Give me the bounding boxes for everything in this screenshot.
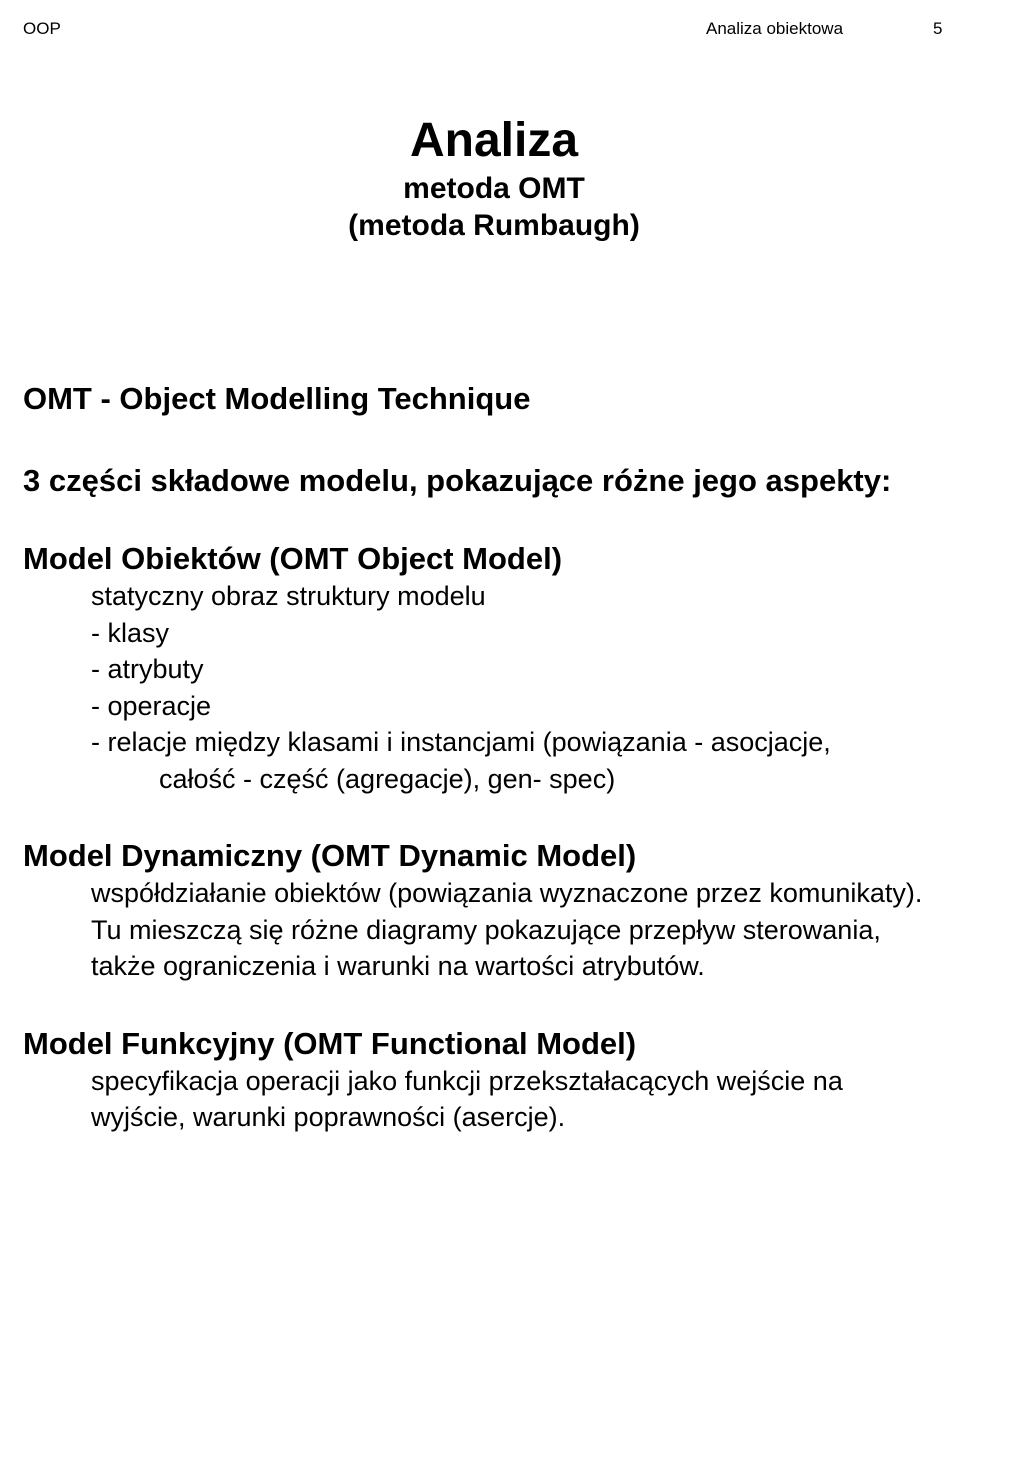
dynamic-model-line: współdziałanie obiektów (powiązania wyznaczone przez komunikaty). <box>91 878 923 908</box>
object-model-heading: Model Obiektów (OMT Object Model) <box>23 541 563 576</box>
page-subtitle-author: (metoda Rumbaugh) <box>348 209 640 242</box>
object-model-line: - klasy <box>91 617 170 648</box>
object-model-line: - relacje między klasami i instancjami (powiązania - asocjacje, <box>91 727 831 757</box>
page-subtitle-method: metoda OMT <box>403 172 585 205</box>
header-topic: Analiza obiektowa <box>706 19 844 38</box>
functional-model-heading: Model Funkcyjny (OMT Functional Model) <box>23 1025 637 1061</box>
page-number: 5 <box>933 19 943 38</box>
dynamic-model-section <box>23 837 1023 985</box>
functional-model-line: specyfikacja operacji jako funkcji przekształacących wejście na <box>91 1065 843 1096</box>
header-course: OOP <box>23 19 61 38</box>
page-title: Analiza <box>409 114 579 167</box>
functional-model-line: wyjście, warunki poprawności (asercje). <box>91 1102 566 1132</box>
dynamic-model-heading: Model Dynamiczny (OMT Dynamic Model) <box>23 838 637 873</box>
dynamic-model-line: Tu mieszczą się różne diagramy pokazujące przepływ sterowania, <box>91 914 881 945</box>
functional-model-section <box>23 1025 1023 1136</box>
object-model-line: całość - część (agregacje), gen- spec) <box>159 763 616 794</box>
parts-intro: 3 części składowe modelu, pokazujące różne jego aspekty: <box>23 463 892 498</box>
object-model-line: - atrybuty <box>91 654 204 684</box>
object-model-line: - operacje <box>91 690 212 721</box>
main-content <box>23 380 1023 1136</box>
object-model-section <box>23 540 1023 797</box>
object-model-line: statyczny obraz struktury modelu <box>91 581 486 611</box>
dynamic-model-line: także ograniczenia i warunki na wartości atrybutów. <box>91 951 705 981</box>
omt-definition: OMT - Object Modelling Technique <box>23 381 531 416</box>
title-block <box>0 112 988 244</box>
